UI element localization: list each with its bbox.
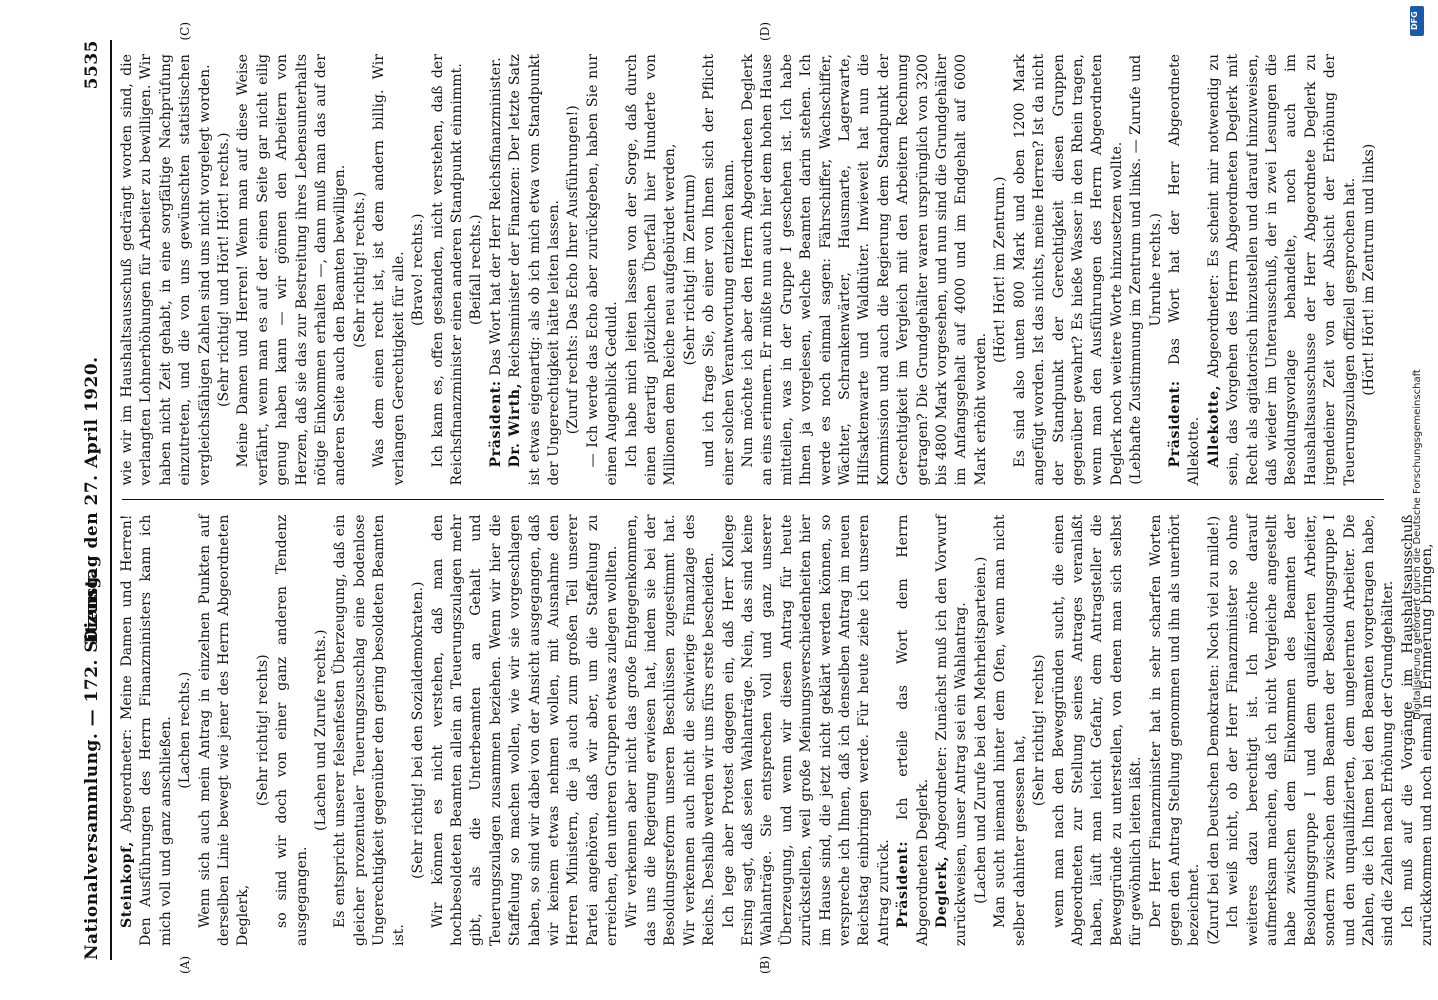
interjection: (Lachen rechts.) (177, 671, 194, 789)
header-date: Dienstag den 27. April 1920. (82, 356, 102, 644)
paragraph: und ich frage Sie, ob einer von Ihnen sich der Pflicht einer solchen Verantwortung entziehen kann. (701, 54, 737, 486)
running-head (80, 40, 112, 960)
interjection: (Hört! Hört! im Zentrum.) (992, 176, 1009, 364)
margin-marker-b: (B) (758, 955, 772, 974)
speaker-name: Allekotte, (1205, 384, 1222, 468)
paragraph: Der Herr Finanzminister hat in sehr scharfen Worten gegen den Antrag Stellung genommen und ihn als unerhört bezeichnet. (1147, 514, 1203, 946)
paragraph: Es sind also unten 800 Mark und oben 1200 Mark angefügt worden. Ist das nichts, meine Herren? Ist da nicht der Standpunkt der Gerechtigkeit diesen Gruppen gegenüber gewahrt? Es hieße Wasser in den Rhein tragen, wenn man den Ausführungen des Herrn Abgeordneten Deglerk noch weitere Worte hinzusetzen wollte. (1011, 54, 1125, 486)
speech-paragraph (506, 54, 564, 486)
paragraph: so sind wir doch von einer ganz anderen Tendenz ausgegangen. (274, 514, 310, 946)
right-column (118, 40, 1388, 500)
paragraph: Ich kann es, offen gestanden, nicht verstehen, daß der Reichsfinanzminister einen anderen Standpunkt einnimmt. (429, 54, 465, 486)
speech-text: Abgeordneter: Meine Damen und Herren! Den Ausführungen des Herrn Finanzministers kann ich mich voll und ganz anschließen. (119, 514, 174, 946)
speaker-name: Deglerk, (934, 855, 951, 928)
interjection: (Sehr richtig! rechts.) (351, 191, 368, 348)
paragraph: Wir können es nicht verstehen, daß man den hochbesoldeten Beamten allein an Teuerungszulagen mehr gibt, als die Unterbeamten an Gehalt und Teuerungszulagen zusammen beziehen. Wenn wir hier die Staffelung so machen wollen, wie wir sie vorgeschlagen haben, so sind wir dabei von der Ansicht ausgegangen, daß wir keinem etwas nehmen wollen, mit Ausnahme den Herren Ministern, die ja auch zum großen Teil unserer Partei angehören, daß wir aber, um die Staffelung zu erreichen, den unteren Gruppen etwas zulegen wollten. (429, 514, 621, 946)
paragraph: Was dem einen recht ist, ist dem andern billig. Wir verlangen Gerechtigkeit für alle. (371, 54, 407, 486)
margin-marker-d: (D) (758, 22, 772, 41)
paragraph: Ich muß auf die Vorgänge im Haushaltsausschuß zurückkommen und noch einmal in Erinnerung bringen, (1399, 514, 1436, 946)
speech-text: Das Wort hat der Herr Abgeordnete Allekotte. (1166, 54, 1203, 486)
speech-text: Abgeordneter: Zunächst muß ich den Vorwurf zurückweisen, unser Antrag sei ein Wahlantrag. (934, 514, 970, 946)
interjection: (Sehr richtig! bei den Sozialdemokraten.) (410, 581, 427, 880)
margin-marker-a: (A) (178, 955, 192, 974)
interjection: (Zuruf rechts: Das Echo Ihrer Ausführungen!) (565, 105, 582, 435)
digitization-credit (1404, 0, 1432, 1000)
paragraph: Ich habe mich leiten lassen von der Sorge, daß durch einen derartig plötzlichen Überfall hier Hunderte von Millionen dem Reiche neu aufgebürdet werden, (623, 54, 679, 486)
speaker-name: Präsident: (1166, 380, 1183, 468)
interjection: (Lachen und Zurufe bei den Mehrheitsparteien.) (972, 556, 989, 904)
paragraph: Man sucht niemand hinter dem Ofen, wenn man nicht selber dahinter gesessen hat, (992, 514, 1028, 946)
dfg-logo-text: DFG (1410, 11, 1419, 30)
column-divider (122, 500, 1384, 501)
paragraph: wie wir im Haushaltsausschuß gedrängt worden sind, die verlangten Lohnerhöhungen für Arbeiter zu bewilligen. Wir haben nicht Zeit gehabt, in eine sorgfältige Nachprüfung einzutreten, und die von uns gewünschten statistischen vergleichsfähigen Zahlen sind uns nicht vorgelegt worden. (119, 54, 213, 486)
speech-paragraph (894, 515, 933, 947)
speech-text: Das Wort hat der Herr Reichsfinanzminister. (487, 57, 504, 381)
paragraph: — Ich werde das Echo aber zurückgeben, haben Sie nur einen Augenblick Geduld. (584, 54, 621, 486)
speaker-name: Präsident: (487, 380, 504, 468)
credit-text: Digitalisierung gefördert durch die Deutsche Forschungsgemeinschaft (1412, 369, 1423, 720)
speech-paragraph (118, 515, 176, 947)
paragraph: Ich lege aber Protest dagegen ein, daß Herr Kollege Ersing sagt, daß seien Wahlanträge. Nein, das sind keine Wahlanträge. Sie entsprechen voll und ganz unserer Überzeugung, und wenn wir diesen Antrag für heute zurückstellen, weil große Meinungsverschiedenheiten hier im Hause sind, die jetzt nicht geklärt werden können, so verspreche ich Ihnen, daß ich denselben Antrag im neuen Reichstag einbringen werde. Für heute ziehe ich unseren Antrag zurück. (720, 514, 892, 946)
speech-text: Abgeordneter: Es scheint mir notwendig zu sein, das Vorgehen des Herrn Abgeordneten Deglerk mit Recht als agitatorisch hinzustellen und darauf hinzuweisen, daß wieder im Unterausschuß, der in zwei Lesungen die Besoldungsvorlage behandelte, noch auch im Haushaltsausschusse der Herr Abgeordnete Deglerk zu irgendeiner Zeit von der Absicht der Erhöhung der Teuerungszulagen offiziell gesprochen hat. (1205, 54, 1358, 486)
margin-marker-c: (C) (178, 22, 192, 41)
speech-paragraph (933, 515, 972, 947)
interjection: (Sehr richtig! und Hört! Hört! rechts.) (216, 132, 233, 408)
speech-paragraph (487, 54, 506, 486)
speaker-name: Steinkopf, (119, 841, 135, 928)
interjection: (Lachen und Zurufe rechts.) (313, 629, 330, 831)
speech-paragraph (1166, 54, 1205, 486)
interjection: (Beifall rechts.) (468, 214, 485, 326)
interjection: (Lebhafte Zustimmung im Zentrum und links. — Zurufe und Unruhe rechts.) (1128, 54, 1164, 485)
speaker-name: Dr. Wirth, (507, 382, 524, 468)
paragraph: Ich weiß nicht, ob der Herr Finanzminister so ohne weiteres dazu berechtigt ist. Ich möchte darauf aufmerksam machen, daß ich nicht Vergleiche angestellt habe zwischen dem Einkommen des Beamten der Besoldungsgruppe I und dem qualifizierten Arbeiter, sondern zwischen dem Beamten der Besoldungsgruppe I und den unqualifizierten, dem ungelernten Arbeiter. Die Zahlen, die ich Ihnen bei den Beamten vorgetragen habe, sind die Zahlen nach Erhöhung der Grundgehälter. (1225, 514, 1397, 946)
paragraph: Meine Damen und Herren! Wenn man auf diese Weise verfährt, wenn man es auf der einen Seite gar nicht eilig genug haben kann — wir gönnen den Arbeitern von Herzen, daß sie das zur Bestreitung ihres Lebensunterhalts nötige Einkommen erhalten —, dann muß man das auf der anderen Seite auch den Beamten bewilligen. (235, 54, 349, 486)
speech-text: Ich erteile das Wort dem Herrn Abgeordneten Deglerk. (895, 514, 931, 946)
speech-paragraph (1205, 54, 1360, 486)
paragraph: Wenn sich auch mein Antrag in einzelnen Punkten auf derselben Linie bewegt wie jener des Herrn Abgeordneten Deglerk, (196, 514, 252, 946)
paragraph: Es entspricht unserer felsenfesten Überzeugung, daß ein gleicher prozentualer Teuerungszuschlag eine bodenlose Ungerechtigkeit gegenüber den gering besoldeten Beamten ist. (332, 514, 407, 946)
paragraph: Wir verkennen aber nicht das große Entgegenkommen, das uns die Regierung erwiesen hat, indem sie bei der Besoldungsreform unseren Beschlüssen zugestimmt hat. Wir verkennen auch nicht die schwierige Finanzlage des Reichs. Deshalb werden wir uns fürs erste bescheiden. (623, 514, 718, 946)
interjection: (Sehr richtig! im Zentrum) (681, 174, 698, 366)
speaker-name: Präsident: (895, 840, 912, 928)
interjection: (Zuruf bei den Deutschen Demokraten: Noch viel zu milde!) (1205, 515, 1222, 945)
paragraph: wenn man nach den Beweggründen sucht, die einen Abgeordneten zur Stellung seines Antrages veranlaßt haben, läuft man leicht Gefahr, dem Antragsteller die Beweggründe zu unterstellen, von denen man sich selbst für gewöhnlich leiten läßt. (1050, 514, 1145, 946)
interjection: (Hört! Hört! im Zentrum und links) (1361, 143, 1377, 396)
paragraph: Nun möchte ich aber den Herrn Abgeordneten Deglerk an eins erinnern. Er müßte nun auch hier dem hohen Hause mitteilen, was in der Gruppe I geschehen ist. Ich habe Ihnen ja vorgelesen, welche Beamten darin stehen. Ich werde es noch einmal sagen: Fährschiffer, Wachschiffer, Wächter, Schrankenwärter, Hausmarte, Lagerwarte, Hilfsaktenwarte und Waldhüter. Inwieweit hat nun die Kommission und auch die Regierung dem Standpunkt der Gerechtigkeit im Vergleich mit den Arbeitern Rechnung getragen? Die Grundgehälter waren ursprünglich von 3200 bis 4800 Mark vorgesehen, und nun sind die Grundgehälter im Anfangsgehalt auf 4000 und im Endgehalt auf 6000 Mark erhöht worden. (740, 54, 989, 486)
header-page-number: 5535 (82, 40, 102, 90)
interjection: (Bravo! rechts.) (410, 213, 427, 327)
interjection: (Sehr richtig! rechts) (1031, 654, 1048, 807)
interjection: (Sehr richtig! rechts) (254, 654, 271, 807)
header-session-title: Nationalversammlung. — 172. Sitzung. (82, 569, 102, 960)
speech-text: Reichsminister der Finanzen: Der letzte Satz ist etwas eigenartig: als ob ich mich etwa vom Standpunkt der Ungerechtigkeit hätte leiten lassen. (507, 54, 562, 486)
